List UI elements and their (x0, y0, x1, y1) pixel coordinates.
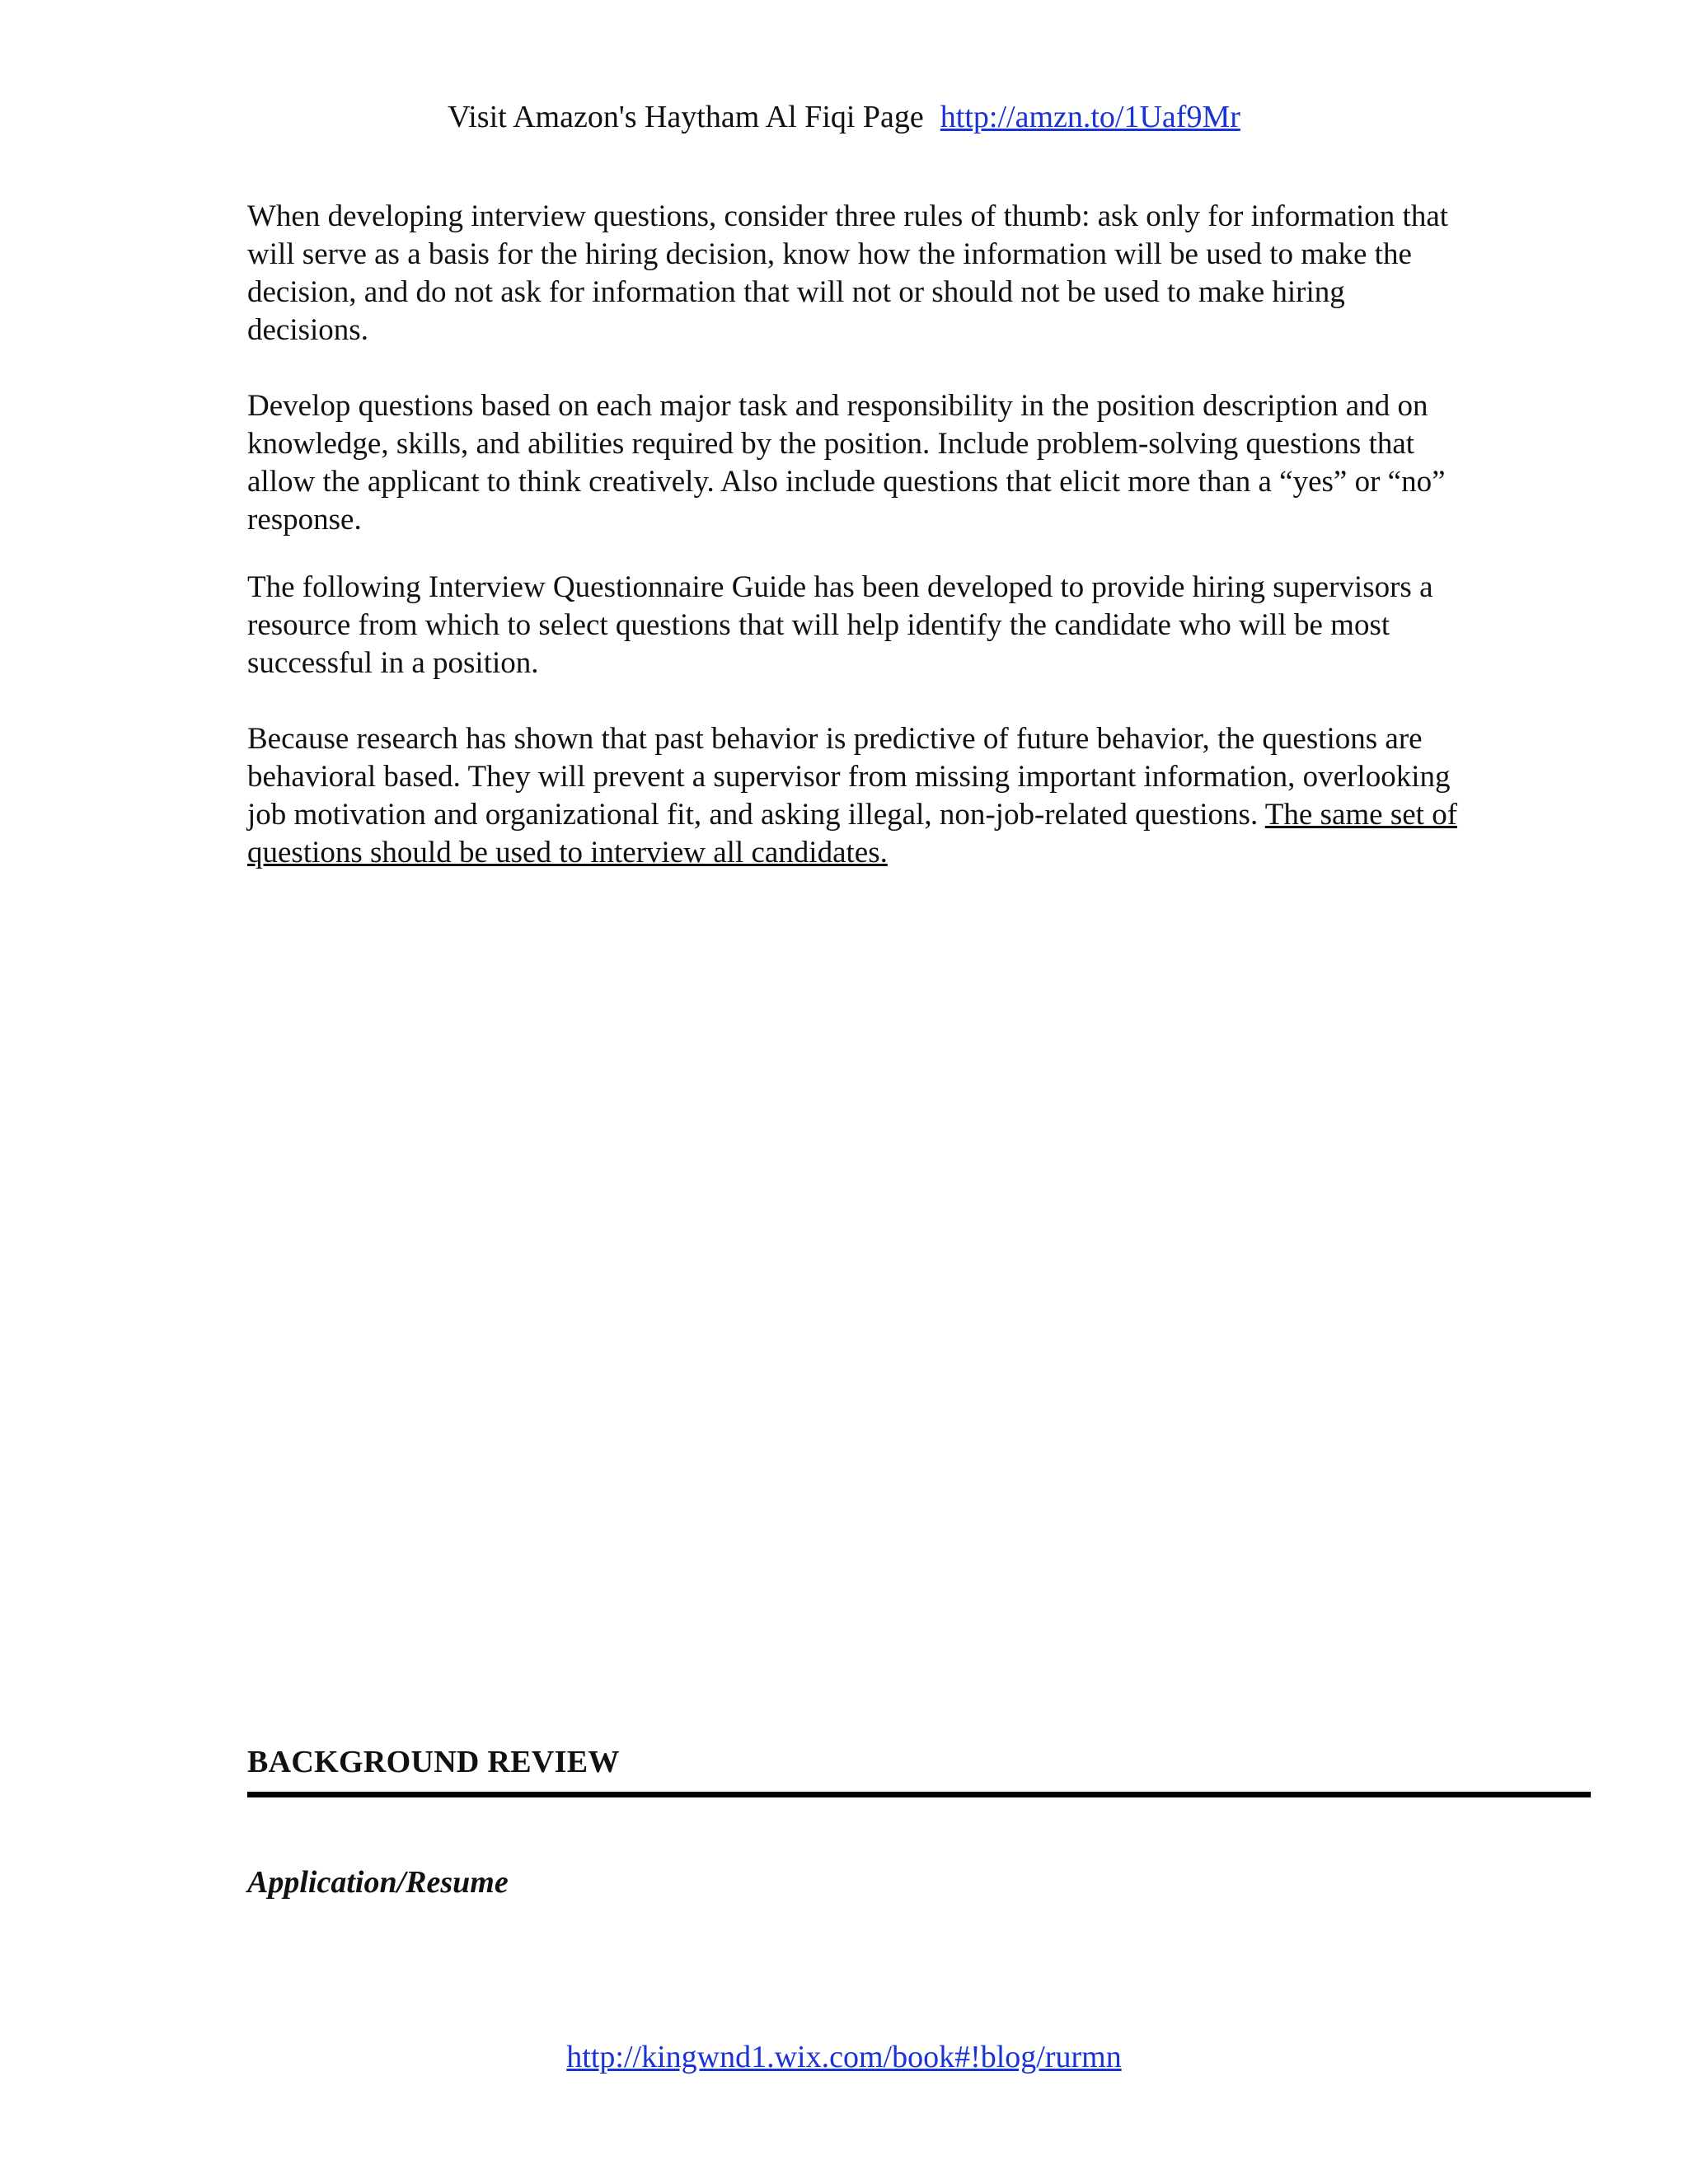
amazon-link[interactable]: http://amzn.to/1Uaf9Mr (940, 100, 1240, 134)
page-footer (0, 2037, 1688, 2077)
section-heading: BACKGROUND REVIEW (247, 1745, 620, 1779)
header-text: Visit Amazon's Haytham Al Fiqi Page (448, 100, 924, 134)
section-subheading: Application/Resume (247, 1865, 509, 1900)
section-divider (247, 1792, 1591, 1797)
paragraph-develop-questions: Develop questions based on each major task and responsibility in the position description and on knowledge, skills, and abilities required by the position. Include problem-solving questions that allow the applicant to think creatively. Also include questions that elicit more than a “yes” or “no” response. (247, 389, 1446, 537)
paragraph-behavioral-text: Because research has shown that past behavior is predictive of future behavior, the questions are behavioral based. They will prevent a supervisor from missing important information, overlooking job motivation and organizational fit, and asking illegal, non-job-related questions. (247, 722, 1451, 832)
footer-link[interactable]: http://kingwnd1.wix.com/book#!blog/rurmn (566, 2040, 1122, 2074)
page-header (0, 97, 1688, 137)
paragraph-rules-of-thumb: When developing interview questions, consider three rules of thumb: ask only for information that will serve as a basis for the hiring decision, know how the information will be used to make the decision, and do not ask for information that will not or should not be used to make hiring decisions. (247, 199, 1449, 347)
paragraph-questionnaire-guide: The following Interview Questionnaire Guide has been developed to provide hiring supervisors a resource from which to select questions that will help identify the candidate who will be most successful in a position. (247, 570, 1433, 680)
paragraph-behavioral-based (247, 720, 1467, 872)
paragraph-behavioral-emphasis: The same set of questions should be used to interview all candidates. (247, 798, 1458, 869)
